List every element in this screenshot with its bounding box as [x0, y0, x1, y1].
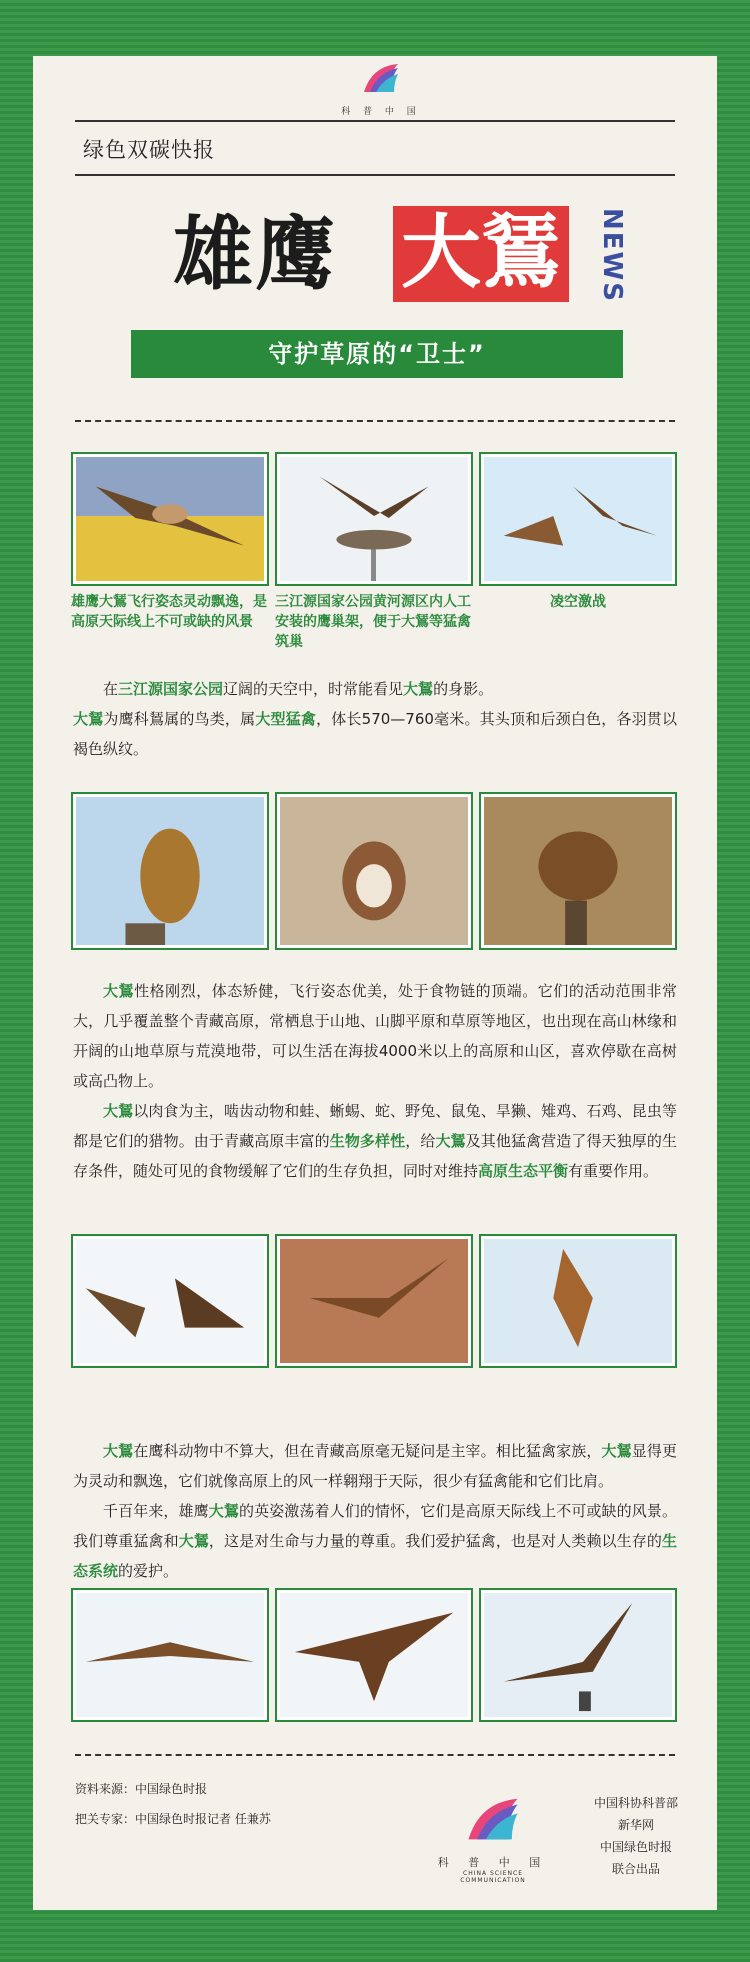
kepu-logo-en: CHINA SCIENCE COMMUNICATION	[460, 1870, 526, 1884]
photo-hover-sky	[479, 1234, 677, 1368]
footer-credits	[75, 1774, 271, 1834]
photo-perched-blue	[71, 792, 269, 950]
caption-1: 雄鹰大鵟飞行姿态灵动飘逸，是高原天际线上不可或缺的风景	[71, 594, 267, 630]
photo-rocky-landing	[275, 1234, 473, 1368]
paragraph-behavior: 大鵟性格刚烈，体态矫健，飞行姿态优美，处于食物链的顶端。它们的活动范围非常大，几乎覆盖整个青藏高原，常栖息于山地、山脚平原和草原等地区，也出现在高山林缘和开阔的山地草原与荒漠地带，可以生活在海拔4000米以上的高原和山区，喜欢停歇在高树或高凸物上。 大鵟以肉食为主，啮齿动物和蛙、蜥蜴、蛇、野兔、鼠兔、旱獭、雉鸡、石鸡、昆虫等都是它们的猎物。由于青藏高原丰富的生物多样性，给大鵟及其他猛禽营造了得天独厚的生存条件，随处可见的食物缓解了它们的生存负担，同时对维持高原生态平衡有重要作用。	[73, 982, 677, 1180]
caption-2: 三江源国家公园黄河源区内人工安装的鹰巢架，便于大鵟等猛禽筑巢	[275, 594, 471, 650]
photo-ground-buzzard	[275, 792, 473, 950]
kepu-logo-text: 科 普 中 国	[341, 107, 421, 117]
subtitle-banner: 守护草原的“卫士”	[131, 330, 623, 378]
photo-nest-platform	[275, 452, 473, 586]
header-rule	[75, 174, 675, 176]
news-label: NEWS	[597, 208, 627, 303]
kepu-logo-text: 科 普 中 国	[437, 1856, 549, 1869]
photo-row-2	[71, 792, 677, 950]
photo-row-1	[71, 452, 677, 586]
expert-line: 把关专家：中国绿色时报记者 任兼苏	[75, 1812, 271, 1826]
dashed-divider	[75, 420, 675, 422]
photo-landing-post	[479, 1588, 677, 1722]
photo-glide-front	[71, 1588, 269, 1722]
photo-aerial-fight	[479, 452, 677, 586]
poster-paper	[33, 56, 717, 1910]
kepu-logo-icon	[458, 1796, 528, 1848]
section-tag: 绿色双碳快报	[83, 138, 215, 162]
caption-row	[71, 592, 677, 652]
headline-black: 雄鹰	[173, 208, 337, 301]
paragraph-culture: 大鵟在鹰科动物中不算大，但在青藏高原毫无疑问是主宰。相比猛禽家族，大鵟显得更为灵动和飘逸，它们就像高原上的风一样翱翔于天际，很少有猛禽能和它们比肩。 千百年来，雄鹰大鵟的英姿激荡着人们的情怀，它们是高原天际线上不可或缺的风景。我们尊重猛禽和大鵟，这是对生命与力量的尊重。我们爱护猛禽，也是对人类赖以生存的生态系统的爱护。	[73, 1442, 677, 1580]
producers-list	[581, 1792, 691, 1880]
photo-perched-post	[479, 792, 677, 950]
producer-line: 中国绿色时报	[599, 1840, 672, 1854]
producer-line: 新华网	[617, 1818, 654, 1832]
photo-wings-spread	[275, 1588, 473, 1722]
kepu-logo-icon	[358, 62, 404, 98]
photo-buzzard-flying	[71, 452, 269, 586]
caption-3: 凌空激战	[550, 594, 606, 610]
producer-line: 联合出品	[611, 1862, 660, 1876]
producer-line: 中国科协科普部	[593, 1796, 678, 1810]
source-line: 资料来源：中国绿色时报	[75, 1782, 208, 1796]
kepu-logo-top	[341, 62, 421, 122]
paragraph-intro: 在三江源国家公园辽阔的天空中，时常能看见大鵟的身影。 大鵟为鹰科鵟属的鸟类，属大型猛禽，体长570—760毫米。其头顶和后颈白色，各羽贯以褐色纵纹。	[73, 680, 677, 758]
photo-row-4	[71, 1588, 677, 1722]
photo-row-3	[71, 1234, 677, 1368]
kepu-logo-bottom	[433, 1796, 553, 1884]
top-rule	[75, 120, 675, 122]
footer-dashed-divider	[75, 1754, 675, 1756]
photo-snow-pair	[71, 1234, 269, 1368]
headline-red: 大鵟	[393, 206, 569, 302]
